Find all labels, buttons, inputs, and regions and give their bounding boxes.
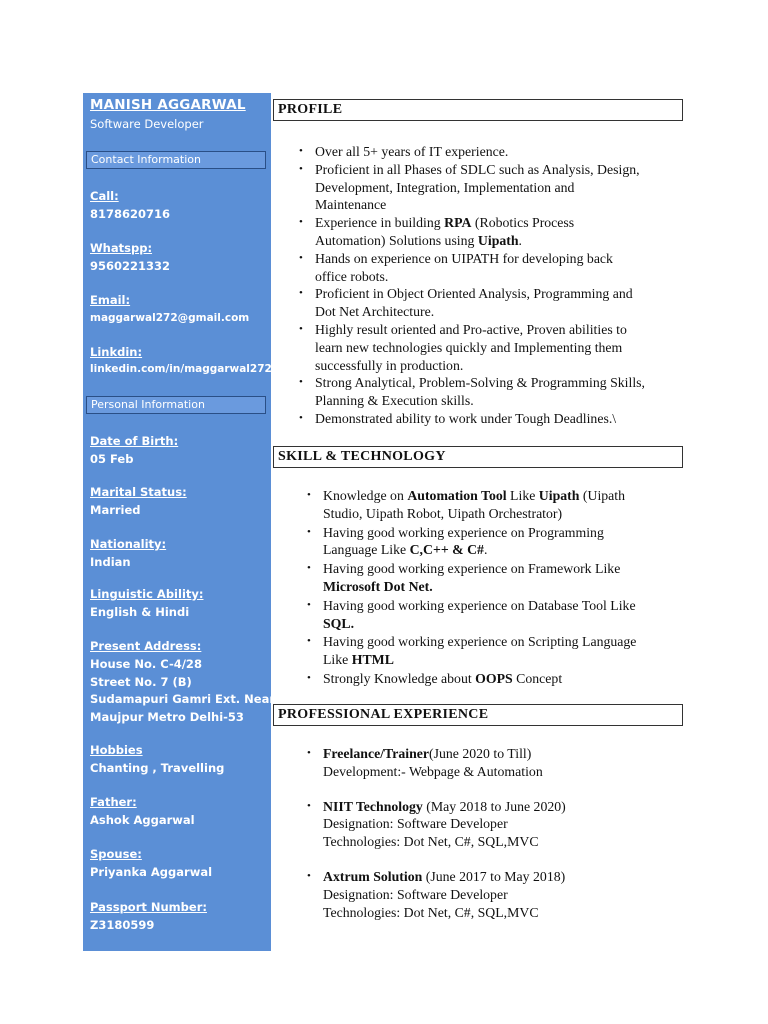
skills-header: SKILL & TECHNOLOGY — [273, 446, 683, 468]
bullet-icon: • — [299, 216, 303, 229]
bullet-icon: • — [299, 376, 303, 389]
linkedin-label: Linkdin: — [90, 345, 143, 359]
list-item: • Over all 5+ years of IT experience. — [299, 144, 509, 159]
experience-item: • NIIT Technology (May 2018 to June 2020) Designation: Software Developer Technologies: Dot Net, C#, SQL,MVC — [307, 798, 566, 850]
list-item: • Experience in building RPA (Robotics Process Automation) Solutions using Uipath. — [299, 215, 575, 248]
linguistic-label: Linguistic Ability: — [90, 587, 204, 601]
experience-item: • Freelance/Trainer(June 2020 to Till) Development:- Webpage & Automation — [307, 746, 543, 779]
email-label: Email: — [90, 293, 131, 307]
email-value[interactable]: maggarwal272@gmail.com — [90, 312, 250, 324]
bullet-icon: • — [299, 322, 303, 335]
address-label: Present Address: — [90, 639, 202, 653]
list-item: • Having good working experience on Scripting Language Like HTML — [307, 634, 637, 668]
list-item: • Strong Analytical, Problem-Solving & Programming Skills, Planning & Execution skills. — [299, 375, 645, 409]
bullet-icon: • — [307, 489, 311, 501]
marital-status-label: Marital Status: — [90, 485, 187, 499]
address-value — [90, 656, 275, 726]
dob-value: 05 Feb — [90, 452, 134, 466]
experience-header: PROFESSIONAL EXPERIENCE — [273, 704, 683, 726]
candidate-role: Software Developer — [90, 117, 204, 131]
bullet-icon: • — [307, 635, 311, 648]
linkedin-value[interactable]: linkedin.com/in/maggarwal272 — [90, 363, 272, 375]
list-item: • Having good working experience on Database Tool Like SQL. — [307, 597, 636, 631]
contact-info-header: Contact Information — [86, 151, 266, 169]
address-line: Maujpur Metro Delhi-53 — [90, 709, 244, 724]
spouse-label: Spouse: — [90, 847, 142, 861]
bullet-icon: • — [307, 747, 311, 759]
experience-item: • Axtrum Solution (June 2017 to May 2018) Designation: Software Developer Technologies: Dot Net, C#, SQL,MVC — [307, 868, 566, 920]
nationality-value: Indian — [90, 555, 131, 569]
passport-value: Z3180599 — [90, 918, 155, 932]
bullet-icon: • — [307, 525, 311, 538]
list-item: • Strongly Knowledge about OOPS Concept — [307, 670, 563, 686]
bullet-icon: • — [307, 598, 311, 611]
call-value: 8178620716 — [90, 207, 171, 221]
father-label: Father: — [90, 795, 137, 809]
list-item: • Proficient in all Phases of SDLC such as Analysis, Design, Development, Integration, Implementation and Maintenance — [299, 161, 640, 213]
passport-label: Passport Number: — [90, 900, 207, 914]
personal-info-header: Personal Information — [86, 396, 266, 414]
profile-header: PROFILE — [273, 99, 683, 121]
dob-label: Date of Birth: — [90, 434, 179, 448]
candidate-name: MANISH AGGARWAL — [90, 97, 246, 113]
bullet-icon: • — [307, 799, 311, 812]
list-item: • Having good working experience on Programming Language Like C,C++ & C#. — [307, 524, 604, 558]
father-value: Ashok Aggarwal — [90, 813, 195, 827]
list-item: • Hands on experience on UIPATH for developing back office robots. — [299, 250, 613, 284]
nationality-label: Nationality: — [90, 537, 167, 551]
spouse-value: Priyanka Aggarwal — [90, 865, 213, 879]
whatsapp-value: 9560221332 — [90, 259, 171, 273]
list-item: • Proficient in Object Oriented Analysis, Programming and Dot Net Architecture. — [299, 286, 633, 320]
bullet-icon: • — [307, 562, 311, 575]
bullet-icon: • — [299, 411, 303, 424]
address-line: Street No. 7 (B) — [90, 674, 192, 689]
bullet-icon: • — [299, 251, 303, 264]
address-line: Sudamapuri Gamri Ext. Near — [90, 692, 276, 706]
list-item: • Knowledge on Automation Tool Like Uipath (Uipath Studio, Uipath Robot, Uipath Orchestrator) — [307, 488, 626, 521]
experience-list — [301, 745, 686, 938]
address-line: House No. C-4/28 — [90, 657, 202, 671]
bullet-icon: • — [299, 145, 303, 157]
hobbies-value: Chanting , Travelling — [90, 761, 225, 775]
list-item: • Highly result oriented and Pro-active, Proven abilities to learn new technologies quickly and Implementing them successfully in production. — [299, 321, 627, 373]
call-label: Call: — [90, 189, 119, 203]
list-item: • Having good working experience on Framework Like Microsoft Dot Net. — [307, 561, 621, 594]
list-item: • Demonstrated ability to work under Tough Deadlines.\ — [299, 410, 617, 426]
bullet-icon: • — [299, 162, 303, 175]
profile-list — [293, 143, 688, 428]
bullet-icon: • — [307, 869, 311, 882]
whatsapp-label: Whatspp: — [90, 241, 153, 255]
sidebar — [83, 93, 276, 951]
linguistic-value: English & Hindi — [90, 605, 190, 619]
hobbies-label: Hobbies — [90, 743, 143, 757]
bullet-icon: • — [299, 287, 303, 300]
skills-list — [301, 487, 686, 689]
bullet-icon: • — [307, 671, 311, 684]
marital-status-value: Married — [90, 503, 141, 517]
